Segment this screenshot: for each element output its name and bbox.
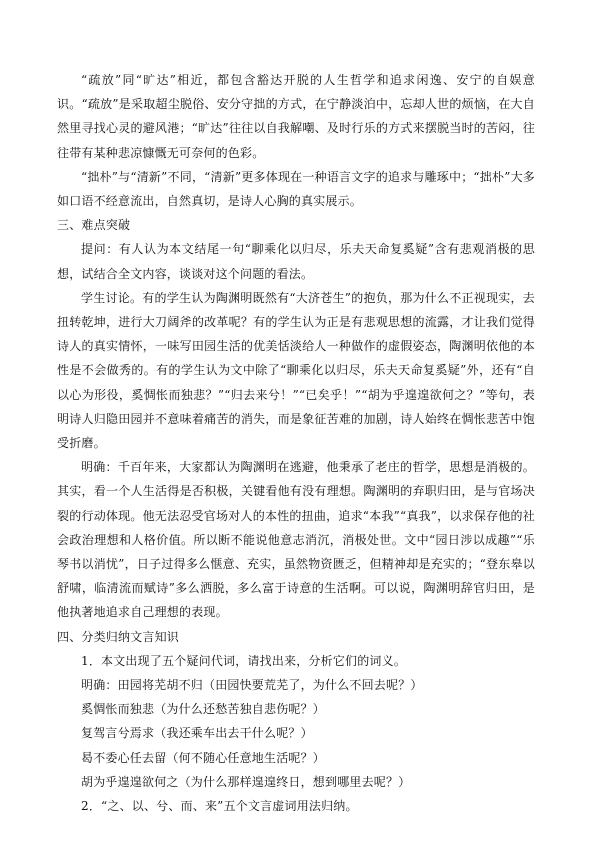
paragraph-student-discussion: 学生讨论。有的学生认为陶渊明既然有“大济苍生”的抱负，那为什么不正视现实，去扭转乾坤，进行大刀阔斧的改革呢？有的学生认为正是有悲观思想的流露，才让我们觉得诗人的真实情怀，一味写田园生活的优美恬淡给人一种做作的虚假姿态，陶渊明依他的本性是不会做秀的。有的学生认为文中除了“聊乘化以归尽，乐夫天命复奚疑”外，还有“自以心为形役，奚惆怅而独悲？”“归去来兮！”“已矣乎！”“胡为乎遑遑欲何之？”等句，表明诗人归隐田园并不意味着痛苦的消失，而是象征苦难的加剧，诗人始终在惆怅悲苦中饱受折磨。 bbox=[57, 290, 535, 451]
list-item-question-2: 2．“之、以、兮、而、来”五个文言虚词用法归纳。 bbox=[81, 799, 358, 814]
list-item-answer-4: 曷不委心任去留（何不随心任意地生活呢？） bbox=[81, 750, 326, 765]
section-heading-classical-knowledge: 四、分类归纳文言知识 bbox=[57, 629, 180, 644]
document-body bbox=[57, 68, 535, 818]
paragraph-zhuopu-qingxin: “拙朴”与“清新”不同，“清新”更多体现在一种语言文字的追求与雕琢中；“拙朴”大多如口语不经意流出，自然真切，是诗人心胸的真实展示。 bbox=[57, 169, 535, 209]
list-item-answer-3: 复驾言兮焉求（我还乘车出去干什么呢？） bbox=[81, 726, 313, 741]
paragraph-question: 提问：有人认为本文结尾一句“聊乘化以归尽，乐夫天命复奚疑”含有悲观消极的思想，试结合全文内容，谈谈对这个问题的看法。 bbox=[57, 242, 535, 281]
list-item-answer-2: 奚惆怅而独悲（为什么还愁苦独自悲伤呢？） bbox=[81, 702, 326, 717]
list-item-question-1: 1．本文出现了五个疑问代词，请找出来，分析它们的词义。 bbox=[81, 653, 407, 668]
list-item-answer-5: 胡为乎遑遑欲何之（为什么那样遑遑终日，想到哪里去呢？） bbox=[81, 774, 411, 789]
paragraph-shufang-kuangda: “疏放”同“旷达”相近，都包含豁达开脱的人生哲学和追求闲逸、安宁的自娱意识。“疏放”是采取超尘脱俗、安分守拙的方式，在宁静淡泊中，忘却人世的烦恼，在大自然里寻找心灵的避风港；“旷达”往往以自我解嘲、及时行乐的方式来摆脱当时的苦闷，往往带有某种悲凉慷慨无可奈何的色彩。 bbox=[57, 73, 535, 160]
paragraph-clarification: 明确：千百年来，大家都认为陶渊明在逃避，他秉承了老庄的哲学，思想是消极的。其实，看一个人生活得是否积极，关键看他有没有理想。陶渊明的弃职归田，是与官场决裂的行动体现。他无法忍受官场对人的本性的扭曲，追求“本我”“真我”，以求保存他的社会政治理想和人格价值。所以断不能说他意志消沉，消极处世。文中“园日涉以成趣”“乐琴书以消忧”，日子过得多么惬意、充实，虽然物资匮乏，但精神却是充实的；“登东皋以舒啸，临清流而赋诗”多么洒脱，多么富于诗意的生活啊。可以说，陶渊明辞官归田，是他执著地追求自己理想的表现。 bbox=[57, 460, 535, 620]
list-item-answer-1: 明确：田园将芜胡不归（田园快要荒芜了，为什么不回去呢？） bbox=[81, 678, 423, 693]
section-heading-difficulty: 三、难点突破 bbox=[57, 218, 131, 233]
